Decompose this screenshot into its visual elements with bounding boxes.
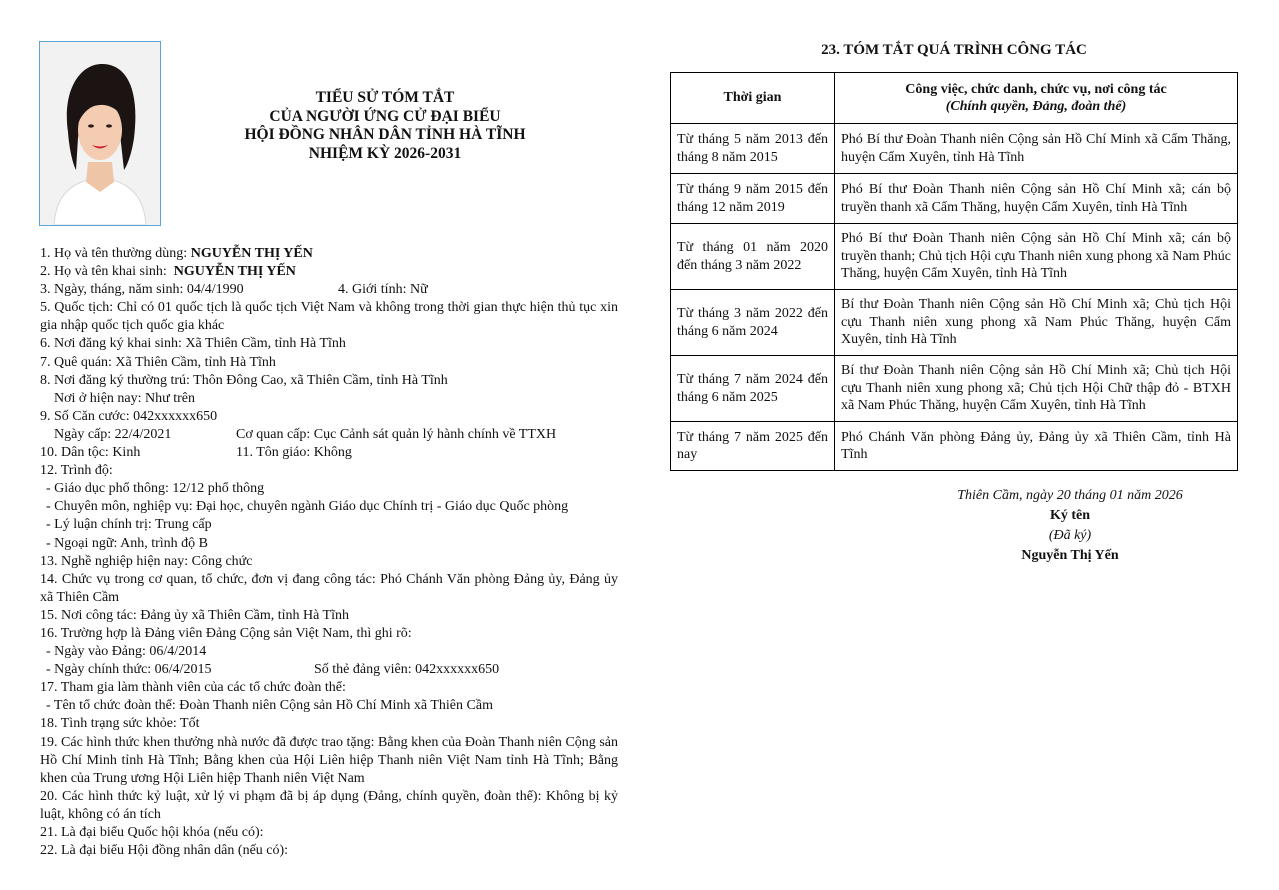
bio-occupation: 13. Nghề nghiệp hiện nay: Công chức [40, 553, 253, 569]
bio-education-heading: 12. Trình độ: [40, 463, 113, 479]
table-header-row [671, 73, 1238, 124]
row-time: Từ tháng 7 năm 2025 đến nay [671, 422, 835, 471]
column-header-time: Thời gian [671, 73, 835, 124]
bio-awards: 19. Các hình thức khen thưởng nhà nước đã được trao tặng: Bằng khen của Đoàn Thanh niên Cộng sản Hồ Chí Minh tỉnh Hà Tĩnh; Bằng khen của Hội Liên hiệp Thanh niên Việt Nam tỉnh Hà Tĩnh; Bằng khen của Trung ương Hội Liên hiệp Thanh niên Việt Nam [40, 734, 618, 786]
bio-hometown: 7. Quê quán: Xã Thiên Cầm, tỉnh Hà Tĩnh [40, 354, 276, 370]
portrait-image [40, 42, 160, 225]
bio-party-heading: 16. Trường hợp là Đảng viên Đảng Cộng sản Việt Nam, thì ghi rõ: [40, 625, 412, 641]
bio-organization-name: - Tên tổ chức đoàn thể: Đoàn Thanh niên Cộng sản Hồ Chí Minh xã Thiên Cầm [46, 698, 493, 714]
title-line-2: CỦA NGƯỜI ỨNG CỬ ĐẠI BIỂU [269, 107, 501, 125]
bio-foreign-language: - Ngoại ngữ: Anh, trình độ B [46, 535, 208, 551]
row-description: Phó Bí thư Đoàn Thanh niên Cộng sản Hồ Chí Minh xã; cán bộ truyền thanh xã Cẩm Thăng, huyện Cẩm Xuyên, tỉnh Hà Tĩnh [835, 174, 1238, 224]
table-row [671, 124, 1238, 174]
bio-health: 18. Tình trạng sức khỏe: Tốt [40, 716, 200, 732]
document-title [180, 89, 590, 164]
bio-current-residence: Nơi ở hiện nay: Như trên [54, 390, 195, 406]
table-row [671, 224, 1238, 290]
bio-peoples-council: 22. Là đại biểu Hội đồng nhân dân (nếu có): [40, 843, 289, 859]
signature-status: (Đã ký) [1048, 528, 1092, 543]
candidate-photo [39, 41, 161, 226]
row-time: Từ tháng 7 năm 2024 đến tháng 6 năm 2025 [671, 356, 835, 422]
bio-discipline: 20. Các hình thức kỷ luật, xử lý vi phạm đã bị áp dụng (Đảng, chính quyền, đoàn thể): Không bị kỷ luật, không có án tích [40, 788, 618, 822]
column-header-position: Công việc, chức danh, chức vụ, nơi công tác (Chính quyền, Đảng, đoàn thể) [835, 73, 1238, 124]
title-line-3: HỘI ĐỒNG NHÂN DÂN TỈNH HÀ TĨNH [244, 126, 526, 144]
row-description: Bí thư Đoàn Thanh niên Cộng sản Hồ Chí Minh xã; Chủ tịch Hội cựu Thanh niên xung phong xã Nam Phúc Thăng, huyện Cẩm Xuyên, tỉnh Hà Tĩnh [835, 290, 1238, 356]
bio-id-issue: Ngày cấp: 22/4/2021 Cơ quan cấp: Cục Cảnh sát quản lý hành chính về TTXH [54, 426, 557, 442]
row-description: Phó Bí thư Đoàn Thanh niên Cộng sản Hồ Chí Minh xã; cán bộ truyền thanh; Chủ tịch Hội cựu Thanh niên xung phong xã Nam Phúc Thăng, huyện Cẩm Xuyên, tỉnh Hà Tĩnh [835, 224, 1238, 290]
row-time: Từ tháng 5 năm 2013 đến tháng 8 năm 2015 [671, 124, 835, 174]
bio-common-name: 1. Họ và tên thường dùng: NGUYỄN THỊ YẾN [40, 246, 313, 261]
bio-professional-education: - Chuyên môn, nghiệp vụ: Đại học, chuyên ngành Giáo dục Chính trị - Giáo dục Quốc phòng [46, 499, 569, 515]
table-row [671, 356, 1238, 422]
signature-label: Ký tên [1049, 508, 1091, 523]
bio-id-number: 9. Số Căn cước: 042xxxxxx650 [40, 408, 218, 424]
bio-organizations-heading: 17. Tham gia làm thành viên của các tổ chức đoàn thể: [40, 680, 346, 696]
table-row [671, 174, 1238, 224]
bio-national-assembly: 21. Là đại biểu Quốc hội khóa (nếu có): [40, 825, 264, 840]
bio-ethnicity-religion: 10. Dân tộc: Kinh 11. Tôn giáo: Không [40, 445, 352, 461]
row-time: Từ tháng 3 năm 2022 đến tháng 6 năm 2024 [671, 290, 835, 356]
bio-general-education: - Giáo dục phổ thông: 12/12 phổ thông [46, 481, 265, 497]
biography-section [40, 245, 618, 860]
row-description: Phó Bí thư Đoàn Thanh niên Cộng sản Hồ Chí Minh xã Cẩm Thăng, huyện Cẩm Xuyên, tỉnh Hà Tĩnh [835, 124, 1238, 174]
bio-birth-date-gender: 3. Ngày, tháng, năm sinh: 04/4/1990 4. Giới tính: Nữ [40, 282, 428, 298]
table-row [671, 290, 1238, 356]
bio-permanent-residence: 8. Nơi đăng ký thường trú: Thôn Đông Cao, xã Thiên Cầm, tỉnh Hà Tĩnh [40, 372, 448, 388]
row-description: Phó Chánh Văn phòng Đảng ủy, Đảng ủy xã Thiên Cầm, tỉnh Hà Tĩnh [835, 422, 1238, 471]
bio-party-official-date: - Ngày chính thức: 06/4/2015 Số thẻ đảng viên: 042xxxxxx650 [46, 662, 500, 678]
bio-position: 14. Chức vụ trong cơ quan, tổ chức, đơn vị đang công tác: Phó Chánh Văn phòng Đảng ủy, Đảng ủy xã Thiên Cầm [40, 571, 618, 605]
work-history-title: 23. TÓM TẮT QUÁ TRÌNH CÔNG TÁC [821, 42, 1087, 58]
table-row [671, 422, 1238, 471]
bio-birth-registration: 6. Nơi đăng ký khai sinh: Xã Thiên Cầm, tỉnh Hà Tĩnh [40, 336, 346, 352]
signature-place-date: Thiên Cầm, ngày 20 tháng 01 năm 2026 [957, 488, 1183, 503]
row-description: Bí thư Đoàn Thanh niên Cộng sản Hồ Chí Minh xã; Chủ tịch Hội cựu Thanh niên xung phong xã; Chủ tịch Hội Chữ thập đỏ - BTXH xã Nam Phúc Thăng, huyện Cẩm Xuyên, tỉnh Hà Tĩnh [835, 356, 1238, 422]
bio-birth-name: 2. Họ và tên khai sinh: NGUYỄN THỊ YẾN [40, 264, 296, 280]
title-line-4: NHIỆM KỲ 2026-2031 [308, 145, 462, 163]
signer-name: Nguyễn Thị Yến [1021, 548, 1119, 563]
bio-party-join-date: - Ngày vào Đảng: 06/4/2014 [46, 644, 207, 660]
bio-workplace: 15. Nơi công tác: Đảng ủy xã Thiên Cầm, tỉnh Hà Tĩnh [40, 607, 349, 623]
row-time: Từ tháng 9 năm 2015 đến tháng 12 năm 2019 [671, 174, 835, 224]
bio-political-theory: - Lý luận chính trị: Trung cấp [46, 517, 212, 533]
bio-nationality: 5. Quốc tịch: Chỉ có 01 quốc tịch là quốc tịch Việt Nam và không trong thời gian thực hiện thủ tục xin gia nhập quốc tịch quốc gia khác [40, 300, 618, 334]
title-line-1: TIỂU SỬ TÓM TẮT [315, 89, 455, 106]
signature-block [900, 486, 1240, 566]
row-time: Từ tháng 01 năm 2020 đến tháng 3 năm 2022 [671, 224, 835, 290]
work-history-table [670, 72, 1238, 471]
